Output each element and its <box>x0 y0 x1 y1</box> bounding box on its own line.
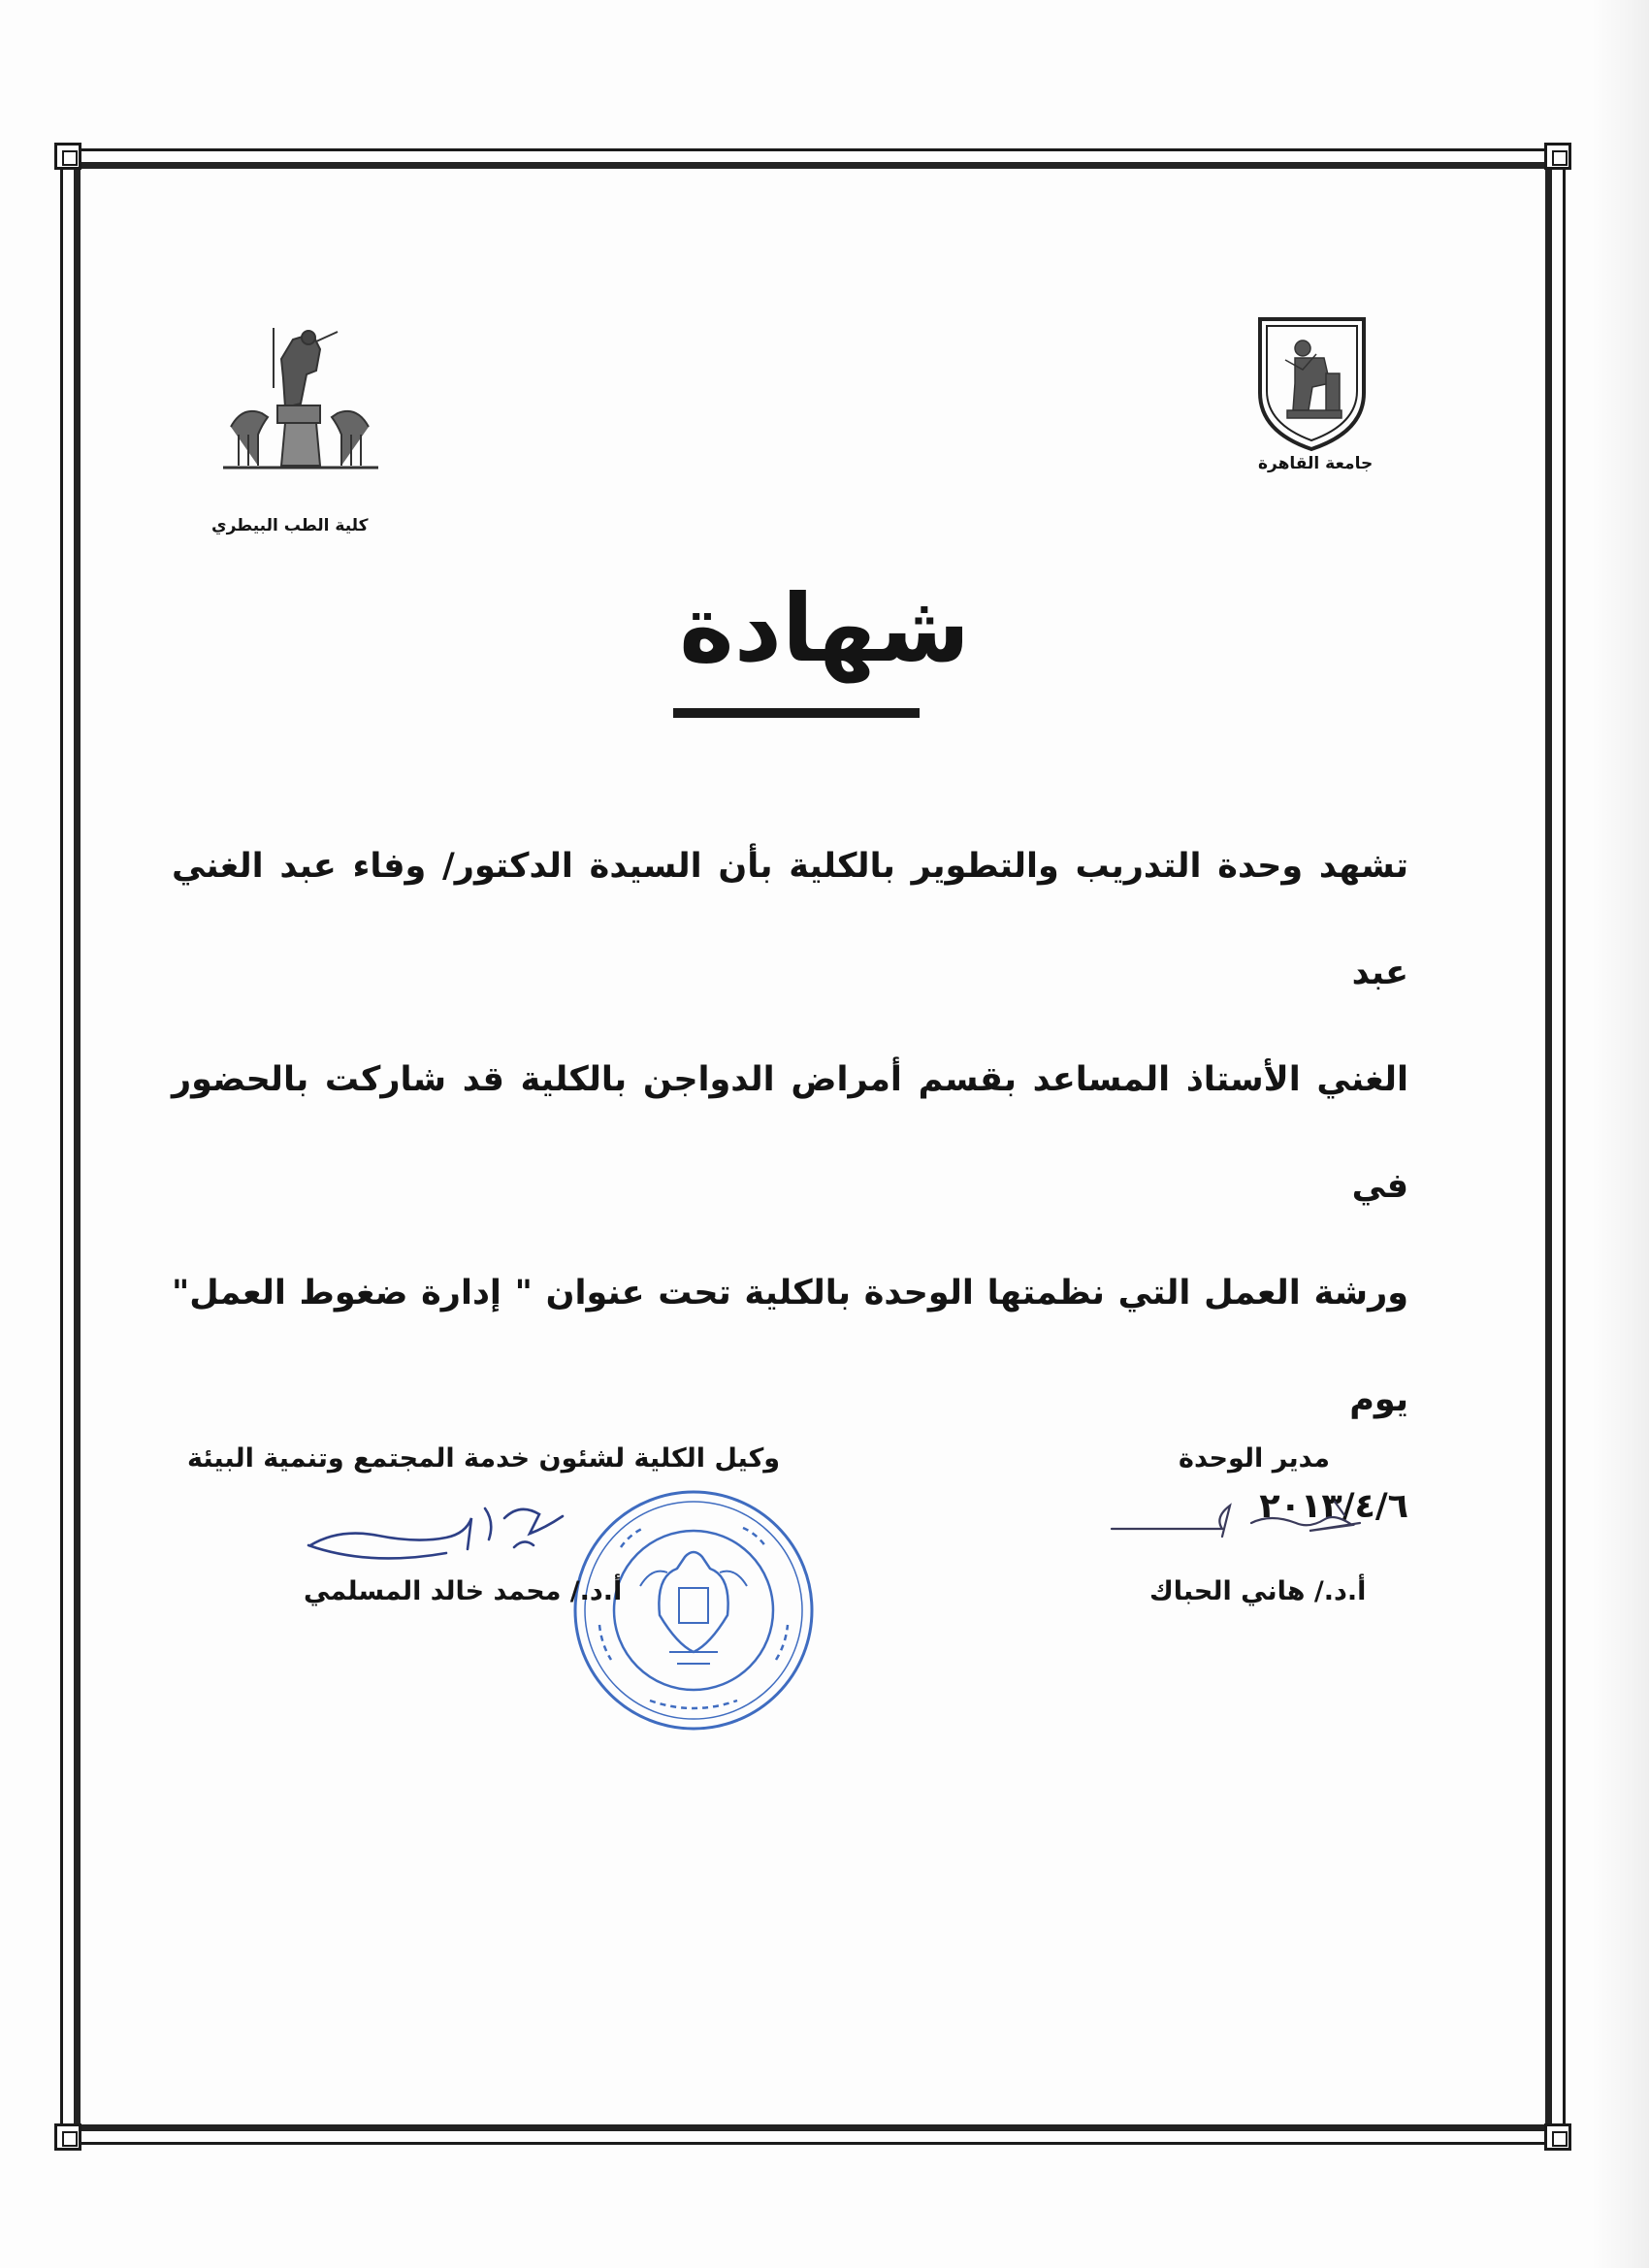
border-corner-bottom-right <box>1544 2123 1571 2151</box>
university-caption: جامعة القاهرة <box>1258 454 1374 473</box>
title-underline <box>673 708 920 718</box>
page-edge-shadow <box>1591 0 1649 2268</box>
body-line-2: الغني الأستاذ المساعد بقسم أمراض الدواجن بالكلية قد شاركت بالحضور في <box>172 1060 1408 1206</box>
border-corner-bottom-left <box>54 2123 81 2151</box>
faculty-caption: كلية الطب البيطري <box>211 516 369 535</box>
unit-director-name: أ.د./ هاني الحباك <box>1149 1576 1367 1606</box>
vice-dean-name: أ.د./ محمد خالد المسلمي <box>304 1576 623 1606</box>
certificate-title: شهادة <box>679 574 970 683</box>
certificate-date: ٢٠١٣/٤/٦ <box>1259 1487 1408 1526</box>
border-corner-top-left <box>54 143 81 170</box>
body-line-3: ورشة العمل التي نظمتها الوحدة بالكلية تحت عنوان " إدارة ضغوط العمل" يوم <box>172 1274 1408 1419</box>
pharaoh-throne-lions-emblem-icon <box>223 320 378 475</box>
border-corner-top-right <box>1544 143 1571 170</box>
vice-dean-role: وكيل الكلية لشئون خدمة المجتمع وتنمية البيئة <box>187 1443 781 1474</box>
cairo-university-shield-icon <box>1256 315 1368 451</box>
official-eagle-seal-icon <box>563 1479 824 1741</box>
unit-director-role: مدير الوحدة <box>1179 1443 1330 1474</box>
body-line-1: تشهد وحدة التدريب والتطوير بالكلية بأن السيدة الدكتور/ وفاء عبد الغني عبد <box>172 847 1408 992</box>
vice-dean-signature <box>301 1489 592 1576</box>
unit-director-signature <box>1106 1494 1377 1552</box>
